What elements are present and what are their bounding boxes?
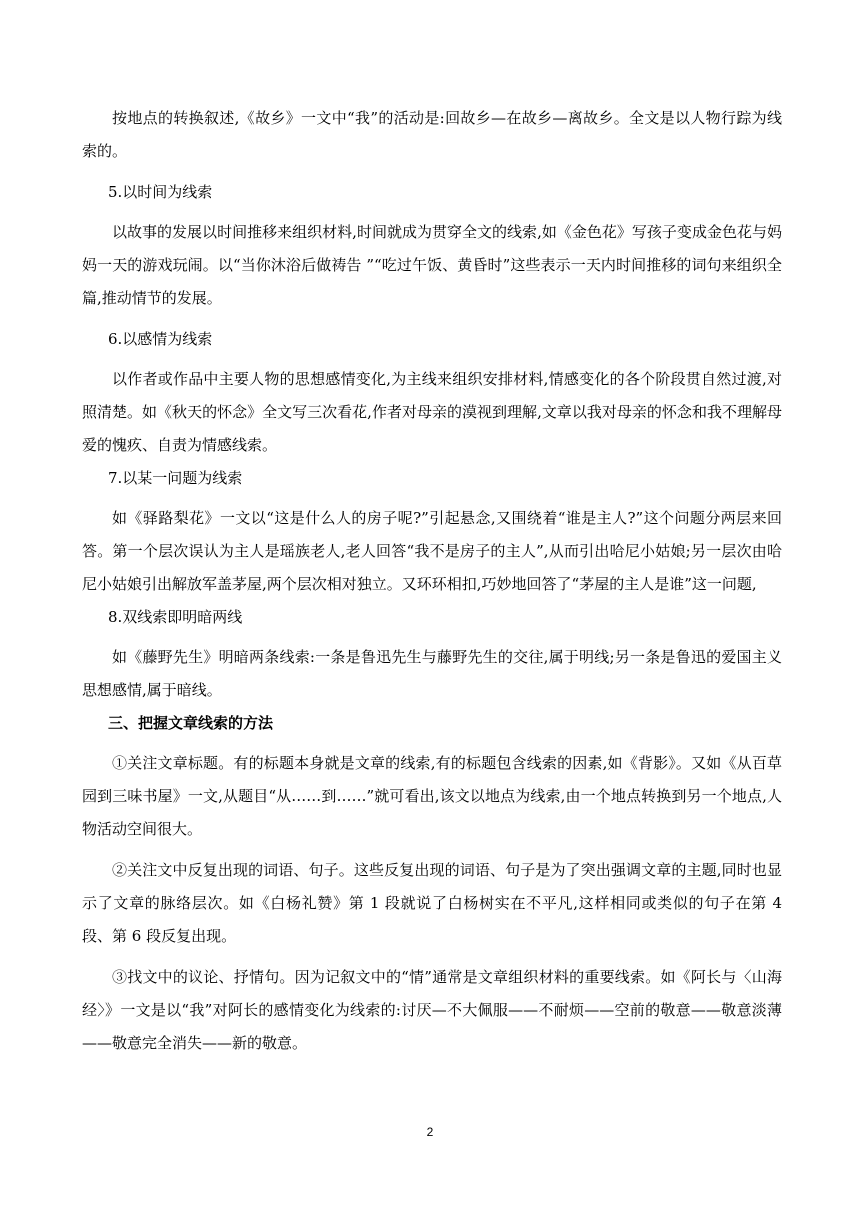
heading-time-clue: 5.以时间为线索 (108, 183, 213, 201)
paragraph-emotion-clue: 以作者或作品中主要人物的思想感情变化,为主线来组织安排材料,情感变化的各个阶段贯自然过渡,对照清楚。如《秋天的怀念》全文写三次看花,作者对母亲的漠视到理解,文章以我对母亲的怀念和我不理解母爱的愧疚、自责为情感线索。 (82, 370, 782, 454)
page-number: 2 (426, 1125, 434, 1139)
heading-double-clue: 8.双线索即明暗两线 (108, 608, 243, 626)
paragraph-time-clue: 以故事的发展以时间推移来组织材料,时间就成为贯穿全文的线索,如《金色花》写孩子变成金色花与妈妈一天的游戏玩闹。以“当你沐浴后做祷告 ”“吃过午饭、黄昏时”这些表示一天内时间推移的词句来组织全篇,推动情节的发展。 (82, 223, 782, 307)
paragraph-method-repeat: ②关注文中反复出现的词语、句子。这些反复出现的词语、句子是为了突出强调文章的主题,同时也显示了文章的脉络层次。如《白杨礼赞》第 1 段就说了白杨树实在不平凡,这样相同或类似的句子在第 4 段、第 6 段反复出现。 (82, 861, 782, 945)
section-heading-methods: 三、把握文章线索的方法 (108, 714, 274, 732)
paragraph-method-emotion: ③找文中的议论、抒情句。因为记叙文中的“情”通常是文章组织材料的重要线索。如《阿长与〈山海经〉》一文是以“我”对阿长的感情变化为线索的:讨厌—不大佩服——不耐烦——空前的敬意——敬意淡薄——敬意完全消失——新的敬意。 (82, 968, 782, 1052)
paragraph-double-clue: 如《藤野先生》明暗两条线索:一条是鲁迅先生与藤野先生的交往,属于明线;另一条是鲁迅的爱国主义思想感情,属于暗线。 (82, 648, 782, 699)
paragraph-question-clue: 如《驿路梨花》一文以“这是什么人的房子呢?”引起悬念,又围绕着“谁是主人?”这个问题分两层来回答。第一个层次误认为主人是瑶族老人,老人回答“我不是房子的主人”,从而引出哈尼小姑娘;另一层次由哈尼小姑娘引出解放军盖茅屋,两个层次相对独立。又环环相扣,巧妙地回答了“茅屋的主人是谁”这一问题, (82, 509, 782, 593)
paragraph-method-title: ①关注文章标题。有的标题本身就是文章的线索,有的标题包含线索的因素,如《背影》。又如《从百草园到三味书屋》一文,从题目“从……到……”就可看出,该文以地点为线索,由一个地点转换到另一个地点,人物活动空间很大。 (82, 754, 782, 838)
heading-emotion-clue: 6.以感情为线索 (108, 330, 213, 348)
paragraph-guxiang: 按地点的转换叙述,《故乡》一文中“我”的活动是:回故乡—在故乡—离故乡。全文是以人物行踪为线索的。 (82, 109, 782, 160)
page-content (82, 102, 782, 1060)
heading-question-clue: 7.以某一问题为线索 (108, 469, 243, 487)
